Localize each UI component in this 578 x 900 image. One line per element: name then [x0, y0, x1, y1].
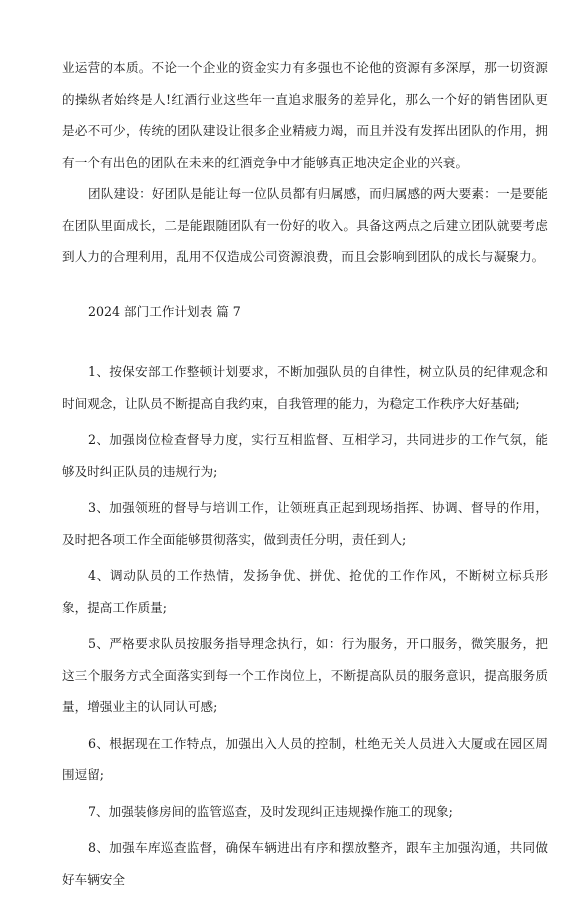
list-item: 6、根据现在工作特点，加强出入人员的控制，杜绝无关人员进入大厦或在园区周围逗留; [62, 735, 548, 782]
section-heading: 2024 部门工作计划表 篇 7 [88, 304, 241, 319]
list-item: 7、加强装修房间的监管巡查，及时发现纠正违规操作施工的现象; [88, 803, 453, 819]
list-item: 3、加强领班的督导与培训工作，让领班真正起到现场指挥、协调、督导的作用，及时把各项工作全面能够贯彻落实，做到责任分明，责任到人; [62, 500, 548, 547]
intro-paragraph: 业运营的本质。不论一个企业的资金实力有多强也不论他的资源有多深厚，那一切资源的操纵者始终是人!红酒行业这些年一直追求服务的差异化，那么一个好的销售团队更是必不可少，传统的团队建设让很多企业精疲力竭，而且并没有发挥出团队的作用，拥有一个有出色的团队在未来的红酒竞争中才能够真正地决定企业的兴衰。 [62, 60, 548, 170]
list-item: 4、调动队员的工作热情，发扬争优、拼优、抢优的工作作风，不断树立标兵形象，提高工作质量; [62, 568, 548, 615]
list-item: 5、严格要求队员按服务指导理念执行，如：行为服务，开口服务，微笑服务，把这三个服务方式全面落实到每一个工作岗位上，不断提高队员的服务意识，提高服务质量，增强业主的认同认可感; [62, 636, 548, 714]
list-item: 2、加强岗位检查督导力度，实行互相监督、互相学习，共同进步的工作气氛，能够及时纠正队员的违规行为; [62, 432, 548, 479]
team-building-paragraph: 团队建设：好团队是能让每一位队员都有归属感，而归属感的两大要素：一是要能在团队里面成长，二是能跟随团队有一份好的收入。具备这两点之后建立团队就要考虑到人力的合理利用，乱用不仅造成公司资源浪费，而且会影响到团队的成长与凝聚力。 [62, 186, 548, 264]
work-plan-list [62, 356, 548, 900]
list-item: 1、按保安部工作整顿计划要求，不断加强队员的自律性，树立队员的纪律观念和时间观念，让队员不断提高自我约束，自我管理的能力，为稳定工作秩序大好基础; [62, 364, 548, 411]
list-item: 8、加强车库巡查监督，确保车辆进出有序和摆放整齐，跟车主加强沟通，共同做好车辆安全 [62, 840, 548, 887]
